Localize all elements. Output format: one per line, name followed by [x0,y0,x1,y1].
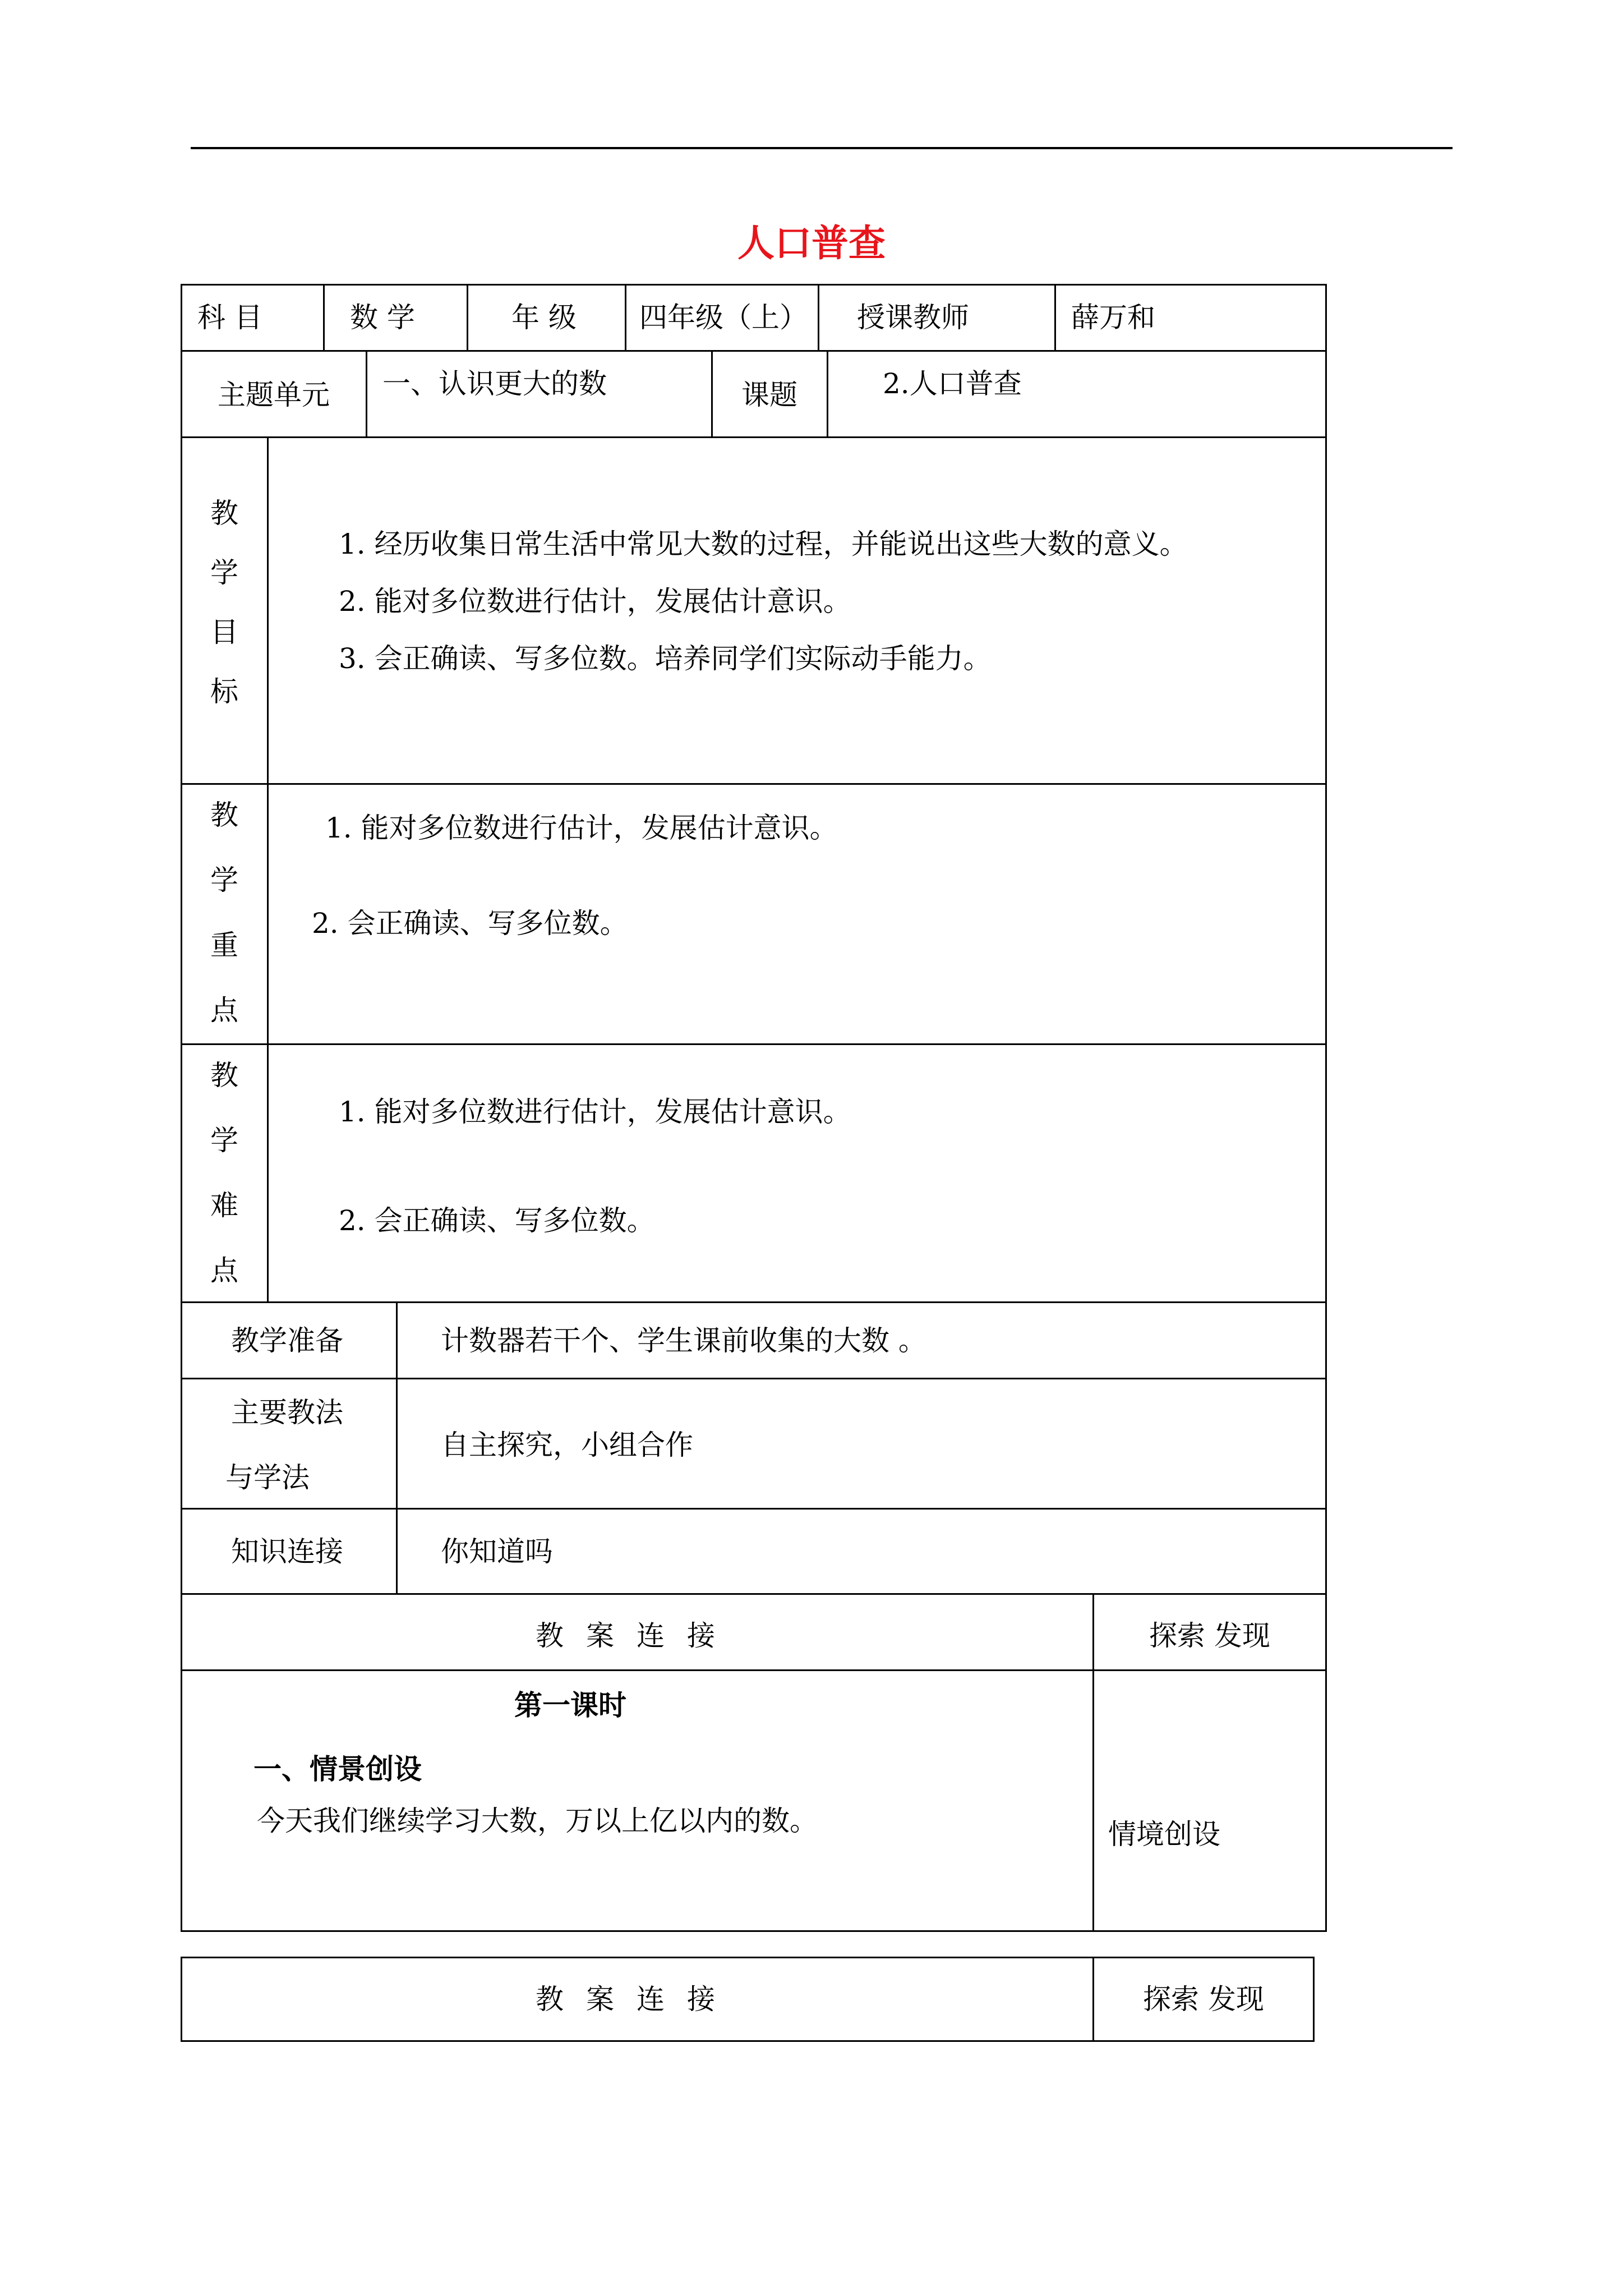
period-heading: 第一课时 [514,1688,626,1722]
plan-header-right: 探索 发现 [1149,1619,1270,1652]
objectives-label: 教 学 目 标 [210,497,238,708]
subject-value: 数 学 [350,301,415,334]
preparation-value: 计数器若干个、学生课前收集的大数 。 [441,1324,926,1357]
methods-label-line2: 与学法 [225,1461,310,1494]
key-point-item: 1. 能对多位数进行估计，发展估计意识。 [325,812,838,844]
key-point-item: 2. 会正确读、写多位数。 [312,907,628,940]
lesson-label: 课题 [741,379,797,411]
objective-item: 2. 能对多位数进行估计，发展估计意识。 [339,585,851,618]
section-heading: 一、情景创设 [253,1752,422,1786]
unit-value: 一、认识更大的数 [382,367,607,400]
plan-header-2-right: 探索 发现 [1143,1983,1264,2016]
preparation-label: 教学准备 [231,1324,343,1357]
plan-header-2-left: 教案连接 [536,1983,737,2016]
unit-label: 主题单元 [218,379,330,411]
plan-header-left: 教案连接 [536,1619,737,1652]
teacher-label: 授课教师 [857,301,969,334]
teacher-value: 薛万和 [1071,301,1155,334]
objective-item: 3. 会正确读、写多位数。培养同学们实际动手能力。 [339,642,992,675]
difficulty-item: 1. 能对多位数进行估计，发展估计意识。 [339,1096,851,1128]
page-title: 人口普查 [737,221,886,265]
section-text: 今天我们继续学习大数，万以上亿以内的数。 [257,1805,818,1837]
methods-label-line1: 主要教法 [231,1396,343,1429]
key-points-label: 教 学 重 点 [210,799,238,1027]
objective-item: 1. 经历收集日常生活中常见大数的过程，并能说出这些大数的意义。 [339,528,1188,560]
grade-label: 年 级 [511,301,577,334]
methods-value: 自主探究，小组合作 [441,1429,693,1461]
subject-label: 科 目 [197,301,262,334]
knowledge-value: 你知道吗 [441,1535,553,1568]
difficulties-label: 教 学 难 点 [210,1059,238,1287]
side-note: 情境创设 [1108,1818,1220,1851]
header-rule [191,147,1453,149]
knowledge-label: 知识连接 [231,1535,343,1568]
lesson-value: 2.人口普查 [883,367,1022,400]
difficulty-item: 2. 会正确读、写多位数。 [339,1204,655,1237]
grade-value: 四年级（上） [639,301,808,334]
